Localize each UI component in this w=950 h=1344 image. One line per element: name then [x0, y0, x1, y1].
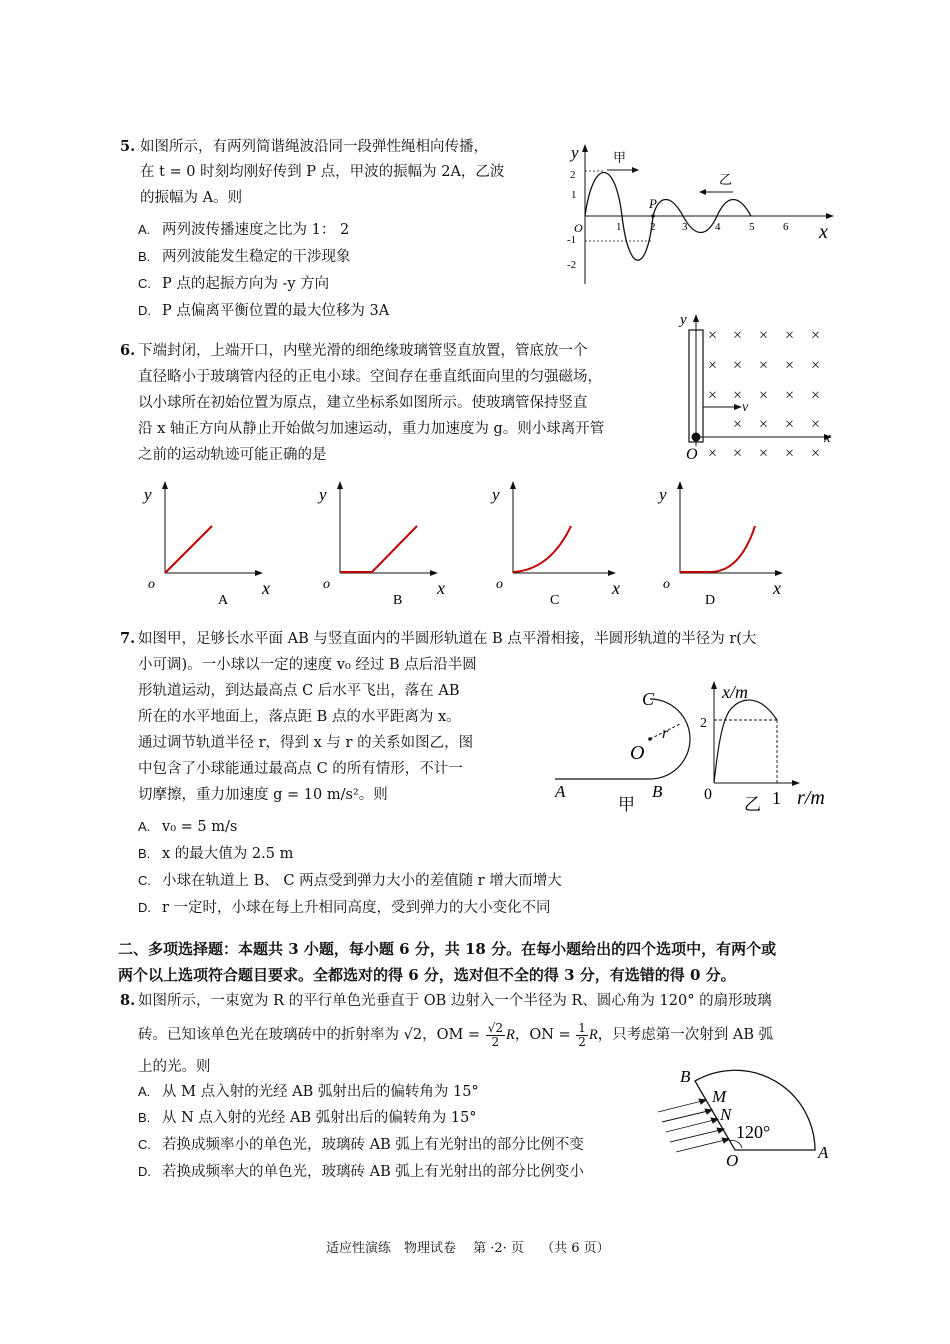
q6-choice-a	[140, 478, 280, 608]
q8-stem-line-1: 如图所示，一束宽为 R 的平行单色光垂直于 OB 边射入一个半径为 R、圆心角为 120° 的扇形玻璃	[138, 993, 772, 1009]
q7-stem-line-2: 小可调)。一小球以一定的速度 v₀ 经过 B 点后沿半圆	[138, 657, 477, 673]
svg-text:×: ×	[708, 445, 718, 462]
q5-P-label: P	[649, 196, 657, 211]
q7-stem-line-6: 中包含了小球能通过最高点 C 的所有情形，不计一	[138, 761, 463, 777]
q7-O-label: O	[630, 742, 645, 764]
q5-option-b: B. 两列波能发生稳定的干涉现象	[138, 249, 351, 265]
q7-option-d: D. r 一定时，小球在每上升相同高度，受到弹力的大小变化不同	[138, 900, 551, 916]
q8-A-label: A	[818, 1143, 829, 1162]
svg-text:y: y	[492, 485, 500, 504]
q5-jia-label: 甲	[613, 150, 627, 165]
q5-ytick-1: 1	[571, 189, 577, 201]
q6-stem-line-5: 之前的运动轨迹可能正确的是	[138, 447, 327, 463]
q6-v-label: v	[742, 400, 749, 415]
q7-figure-yi	[700, 676, 850, 816]
svg-text:×: ×	[811, 416, 821, 433]
q7-r-label: r	[662, 725, 669, 742]
q6-choice-c	[488, 478, 633, 608]
q5-option-d: D. P 点偏离平衡位置的最大位移为 3A	[138, 303, 390, 319]
svg-text:×: ×	[708, 387, 718, 404]
svg-text:×: ×	[733, 445, 743, 462]
svg-text:o: o	[148, 577, 155, 592]
q7-stem-line-3: 形轨道运动，到达最高点 C 后水平飞出，落在 AB	[138, 683, 460, 699]
q7-number: 7.	[120, 630, 136, 647]
q5-ytick-neg2: -2	[567, 259, 577, 271]
q5-y-label: y	[571, 143, 579, 162]
svg-text:×: ×	[733, 357, 743, 374]
svg-text:×: ×	[733, 416, 743, 433]
q5-xtick-3: 3	[682, 221, 688, 233]
svg-text:A: A	[218, 593, 229, 608]
q6-stem-line-4: 沿 x 轴正方向从静止开始做匀加速运动，重力加速度为 g。则小球离开管	[138, 421, 605, 437]
q7-figure-jia	[550, 680, 700, 815]
svg-text:y: y	[319, 485, 327, 504]
q5-stem-line-2: 在 t = 0 时刻均刚好传到 P 点，甲波的振幅为 2A，乙波	[140, 164, 505, 180]
q8-on-fraction: $\frac{1}{2}$	[578, 1020, 586, 1049]
svg-text:x: x	[437, 578, 445, 598]
q5-xtick-5: 5	[749, 221, 755, 233]
svg-text:×: ×	[785, 357, 795, 374]
q7-C-label: C	[642, 689, 655, 709]
svg-text:o: o	[663, 577, 670, 592]
q6-number: 6.	[120, 342, 136, 359]
svg-text:×: ×	[708, 357, 718, 374]
q8-sqrt2: √2	[403, 1027, 423, 1043]
q6-stem-line-1: 下端封闭，上端开口，内壁光滑的细绝缘玻璃管竖直放置，管底放一个	[138, 343, 588, 359]
q5-xtick-2: 2	[650, 221, 656, 233]
q5-option-c: C. P 点的起振方向为 -y 方向	[138, 276, 330, 292]
q7-stem-line-5: 通过调节轨道半径 r，得到 x 与 r 的关系如图乙，图	[138, 735, 474, 751]
q5-wave-figure	[555, 140, 845, 290]
q5-xtick-4: 4	[715, 221, 721, 233]
q8-angle-label: 120°	[736, 1122, 771, 1142]
q8-stem-line-3: 上的光。则	[138, 1059, 211, 1075]
q7-option-b: B. x 的最大值为 2.5 m	[138, 846, 294, 862]
svg-text:D: D	[705, 593, 716, 608]
q5-option-a: A. 两列波传播速度之比为 1： 2	[138, 222, 350, 238]
q5-number: 5.	[120, 138, 136, 155]
svg-text:×: ×	[759, 327, 769, 344]
page-footer: 适应性演练 物理试卷 第 ·2· 页 （共 6 页）	[326, 1241, 610, 1256]
q7-option-a: A. v₀ = 5 m/s	[138, 819, 238, 835]
q6-stem-line-3: 以小球所在初始位置为原点，建立坐标系如图所示。使玻璃管保持竖直	[138, 395, 588, 411]
q8-om-fraction: $\frac{√2}{2}$	[487, 1020, 503, 1049]
q5-ytick-neg1: -1	[567, 234, 577, 246]
svg-text:x: x	[262, 578, 270, 598]
q5-stem-line-1: 如图所示，有两列简谐绳波沿同一段弹性绳相向传播，	[140, 139, 488, 155]
svg-text:×: ×	[811, 445, 821, 462]
svg-text:×: ×	[785, 416, 795, 433]
svg-text:y: y	[659, 485, 667, 504]
svg-text:o: o	[323, 577, 330, 592]
q5-yi-label: 乙	[719, 172, 733, 187]
svg-text:×: ×	[785, 445, 795, 462]
svg-text:×: ×	[733, 327, 743, 344]
svg-text:o: o	[496, 577, 503, 592]
q8-B-label: B	[680, 1067, 691, 1086]
q6-x-label: x	[824, 430, 831, 446]
q6-stem-line-2: 直径略小于玻璃管内径的正电小球。空间存在垂直纸面向里的匀强磁场，	[138, 369, 602, 385]
q7-stem-line-4: 所在的水平地面上，落点距 B 点的水平距离为 x。	[138, 709, 461, 725]
q8-option-c: C. 若换成频率小的单色光，玻璃砖 AB 弧上有光射出的部分比例不变	[138, 1137, 584, 1153]
svg-text:×: ×	[785, 327, 795, 344]
q8-N-label: N	[720, 1105, 732, 1124]
q5-origin: O	[574, 221, 583, 235]
q7-yi-ylabel: x/m	[722, 682, 748, 702]
q6-choice-b	[315, 478, 455, 608]
svg-text:×: ×	[733, 387, 743, 404]
q5-ytick-2: 2	[570, 169, 576, 181]
q8-number: 8.	[120, 992, 136, 1009]
svg-text:×: ×	[708, 327, 718, 344]
q7-yi-one: 1	[772, 788, 781, 808]
svg-text:y: y	[144, 485, 152, 504]
svg-text:×: ×	[759, 445, 769, 462]
q8-stem-line-2: 砖。已知该单色光在玻璃砖中的折射率为 √2，OM = $\frac{√2}{2}$ R，ON = $\frac{1}{2}$ R，只考虑第一次射到 AB 弧	[138, 1020, 774, 1049]
svg-text:×: ×	[759, 387, 769, 404]
q8-O-label: O	[726, 1151, 739, 1170]
svg-text:×: ×	[759, 416, 769, 433]
q6-field-crosses	[708, 327, 820, 462]
q8-M-label: M	[712, 1087, 727, 1106]
q7-yi-two: 2	[700, 716, 707, 731]
svg-text:x: x	[612, 578, 620, 598]
q5-xtick-1: 1	[616, 221, 622, 233]
q7-yi-caption: 乙	[744, 795, 761, 814]
q7-jia-caption: 甲	[618, 795, 635, 814]
q7-stem-line-7: 切摩擦，重力加速度 g = 10 m/s²。则	[138, 787, 388, 803]
q6-choice-d	[655, 478, 800, 608]
q8-option-b: B. 从 N 点入射的光经 AB 弧射出后的偏转角为 15°	[138, 1110, 477, 1126]
q7-yi-zero: 0	[704, 786, 712, 803]
svg-text:B: B	[393, 593, 403, 608]
q7-option-c: C. 小球在轨道上 B、 C 两点受到弹力大小的差值随 r 增大而增大	[138, 873, 562, 889]
svg-text:x: x	[773, 578, 781, 598]
svg-text:×: ×	[811, 387, 821, 404]
q8-sector-figure	[650, 1062, 840, 1174]
q8-option-d: D. 若换成频率大的单色光，玻璃砖 AB 弧上有光射出的部分比例变小	[138, 1164, 584, 1180]
svg-text:×: ×	[785, 387, 795, 404]
q5-x-label: x	[819, 221, 828, 243]
q5-xtick-6: 6	[783, 221, 789, 233]
svg-text:C: C	[550, 593, 560, 608]
q8-option-a: A. 从 M 点入射的光经 AB 弧射出后的偏转角为 15°	[138, 1084, 479, 1100]
section2-line-1: 二、多项选择题：本题共 3 小题，每小题 6 分，共 18 分。在每小题给出的四个选项中，有两个或	[118, 940, 777, 958]
svg-text:×: ×	[811, 327, 821, 344]
q7-A-label: A	[555, 782, 566, 801]
svg-text:×: ×	[759, 357, 769, 374]
section2-line-2: 两个以上选项符合题目要求。全都选对的得 6 分，选对但不全的得 3 分，有选错的得 0 分。	[118, 966, 736, 984]
q7-B-label: B	[652, 782, 663, 801]
q6-magnetic-field-figure	[672, 310, 842, 470]
svg-text:×: ×	[811, 357, 821, 374]
q7-yi-xlabel: r/m	[797, 787, 825, 809]
q5-stem-line-3: 的振幅为 A。则	[140, 190, 243, 206]
q6-y-label: y	[680, 312, 687, 328]
q6-O-label: O	[686, 446, 698, 463]
q7-stem-first-line: 如图甲，足够长水平面 AB 与竖直面内的半圆形轨道在 B 点平滑相接，半圆形轨道的半径为 r(大	[138, 631, 757, 647]
